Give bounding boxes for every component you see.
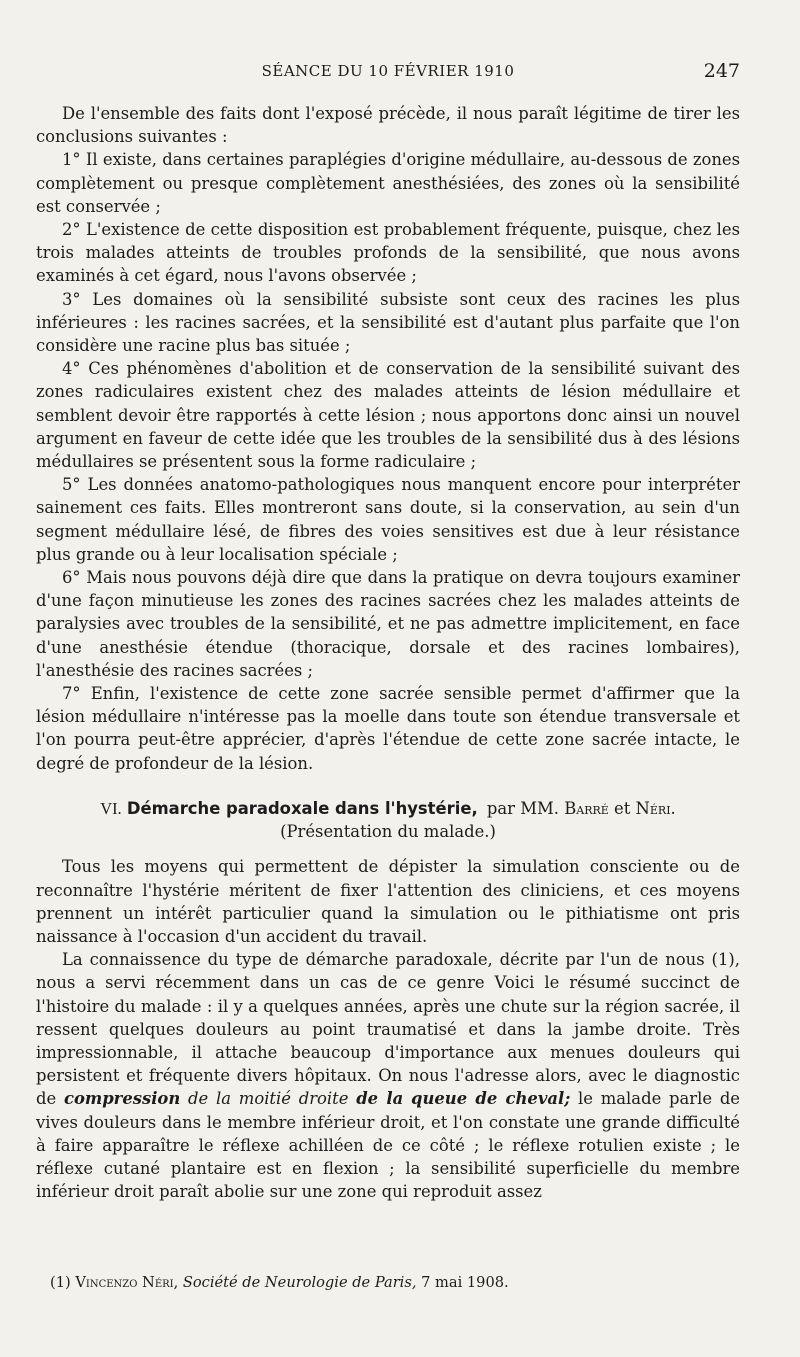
section-paragraph-2-part-1: La connaissence du type de démarche paradoxale, décrite par l'un de nous (1), nous a servi récemment dans un cas de ce genre Voici le résumé succinct de l'histoire du malade : il y a quelques années, après une chute sur la région sacrée, il ressent quelques douleurs au point traumatisé et dans la jambe droite. Très impressionnable, il attache beaucoup d'importance aux menues douleurs qui persistent et fréquente divers hôpitaux. On nous l'adresse alors, avec le diagnostic de	[36, 950, 740, 1109]
section-author-2: Néri.	[635, 798, 676, 818]
diagnosis-de-la-2: de la	[356, 1089, 404, 1109]
section-author-1: Barré	[564, 798, 609, 818]
page-number: 247	[703, 60, 740, 82]
conclusion-2: 2° L'existence de cette disposition est probablement fréquente, puisque, chez les trois malades atteints de troubles profonds de la sensibilité, que nous avons examinés à cet égard, nous l'avons observée ;	[36, 220, 740, 286]
section-paragraph-2-part-2: le malade parle de vives douleurs dans le membre inférieur droit, et l'on constate une grande difficulté à faire apparaître le réflexe achilléen de ce côté ; le réflexe rotulien existe ; le réflexe cutané plantaire est en flexion ; la sensibilité superficielle du membre inférieur droit paraît abolie sur une zone qui reproduit assez	[36, 1089, 741, 1202]
diagnosis-queue-de-cheval: queue de cheval;	[410, 1089, 571, 1109]
page-header	[36, 62, 740, 92]
section-paragraph-2	[36, 948, 740, 1203]
section-title: Démarche paradoxale dans l'hystérie,	[126, 798, 478, 818]
conclusion-3: 3° Les domaines où la sensibilité subsiste sont ceux des racines les plus inférieures : les racines sacrées, et la sensibilité est d'autant plus parfaite que l'on considère une racine plus bas située ;	[36, 289, 740, 356]
conclusion-7: 7° Enfin, l'existence de cette zone sacrée sensible permet d'affirmer que la lésion médullaire n'intéresse pas la moelle dans toute son étendue transversale et l'on pourra peut-être apprécier, d'après l'étendue de cette zone sacrée intacte, le degré de profondeur de la lésion.	[36, 684, 740, 773]
footnote	[50, 1273, 750, 1293]
body-text	[36, 102, 740, 1203]
diagnosis-compression: compression	[63, 1089, 181, 1109]
conclusion-1: 1° Il existe, dans certaines paraplégies d'origine médullaire, au-dessous de zones complètement ou presque complètement anesthésiées, des zones où la sensibilité est conservée ;	[36, 150, 740, 216]
intro-paragraph: De l'ensemble des faits dont l'exposé précède, il nous paraît légitime de tirer les conclusions suivantes :	[36, 104, 740, 147]
conclusion-4: 4° Ces phénomènes d'abolition et de conservation de la sensibilité suivant des zones radiculaires existent chez des malades atteints de lésion médullaire et semblent devoir être rapportés à cette lésion ; nous apportons donc ainsi un nouvel argument en faveur de cette idée que les troubles de la sensibilité dus à des lésions médullaires se présentent sous la forme radiculaire ;	[36, 359, 740, 472]
conclusion-6: 6° Mais nous pouvons déjà dire que dans la pratique on devra toujours examiner d'une façon minutieuse les zones des racines sacrées chez les malades atteints de paralysies avec troubles de la sensibilité, et ne pas admettre implicitement, en face d'une anesthésie étendue (thoracique, dorsale et des racines lombaires), l'anesthésie des racines sacrées ;	[36, 568, 740, 680]
diagnosis-de-la-1: de la	[188, 1089, 232, 1109]
section-note: (Présentation du malade.)	[280, 822, 496, 842]
footnote-date: 7 mai 1908.	[421, 1274, 509, 1291]
section-by: par MM.	[486, 798, 559, 818]
footnote-source: Société de Neurologie de Paris,	[182, 1274, 417, 1291]
diagnosis-moitie-droite: moitié droite	[238, 1089, 349, 1109]
section-paragraph-1: Tous les moyens qui permettent de dépister la simulation consciente ou de reconnaître l'hystérie méritent de fixer l'attention des cliniciens, et ces moyens prennent un intérêt particulier quand la simulation ou le pithiatisme ont pris naissance à l'occasion d'un accident du travail.	[36, 857, 740, 946]
conclusion-5: 5° Les données anatomo-pathologiques nous manquent encore pour interpréter sainement ces faits. Elles montreront sans doute, si la conservation, au sein d'un segment médullaire lésé, de fibres des voies sensitives est due à leur résistance plus grande ou à leur localisation spéciale ;	[36, 475, 740, 564]
section-heading	[36, 797, 740, 843]
section-and: et	[614, 798, 631, 818]
running-title: SÉANCE DU 10 FÉVRIER 1910	[261, 62, 515, 80]
section-number: VI.	[100, 798, 122, 818]
footnote-author: Vincenzo Néri,	[75, 1274, 179, 1291]
footnote-marker: (1)	[50, 1274, 71, 1291]
